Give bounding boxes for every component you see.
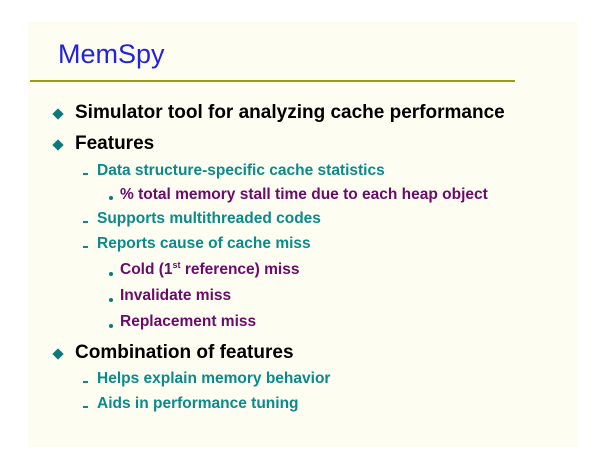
miss-type-invalidate: Invalidate miss: [120, 287, 232, 304]
title-underline: [30, 80, 515, 82]
dash-bullet-icon: [83, 173, 88, 175]
miss-type-replacement: Replacement miss: [120, 313, 257, 330]
dot-bullet-icon: [109, 324, 113, 328]
dash-bullet-icon: [83, 381, 88, 383]
miss-type-cold-sup: st: [172, 260, 181, 270]
dot-bullet-icon: [109, 196, 113, 200]
dot-bullet-icon: [109, 272, 113, 276]
feature-stall-time-detail: % total memory stall time due to each heap object: [120, 186, 488, 203]
bullet-combination: Combination of features: [75, 342, 294, 363]
miss-type-cold-text: Cold (1: [120, 261, 173, 278]
combination-performance-tuning: Aids in performance tuning: [97, 395, 299, 412]
miss-type-cold-rest: reference) miss: [180, 261, 300, 278]
bullet-features: Features: [75, 133, 155, 154]
dash-bullet-icon: [83, 406, 88, 408]
dash-bullet-icon: [83, 221, 88, 223]
dash-bullet-icon: [83, 246, 88, 248]
feature-data-structure-stats: Data structure-specific cache statistics: [97, 162, 385, 179]
combination-memory-behavior: Helps explain memory behavior: [97, 370, 331, 387]
feature-cache-miss-cause: Reports cause of cache miss: [97, 235, 311, 252]
slide-title: MemSpy: [58, 39, 165, 69]
feature-multithreaded: Supports multithreaded codes: [97, 210, 321, 227]
bullet-simulator-tool: Simulator tool for analyzing cache performance: [75, 102, 505, 123]
miss-type-cold: [120, 261, 299, 279]
dot-bullet-icon: [109, 298, 113, 302]
